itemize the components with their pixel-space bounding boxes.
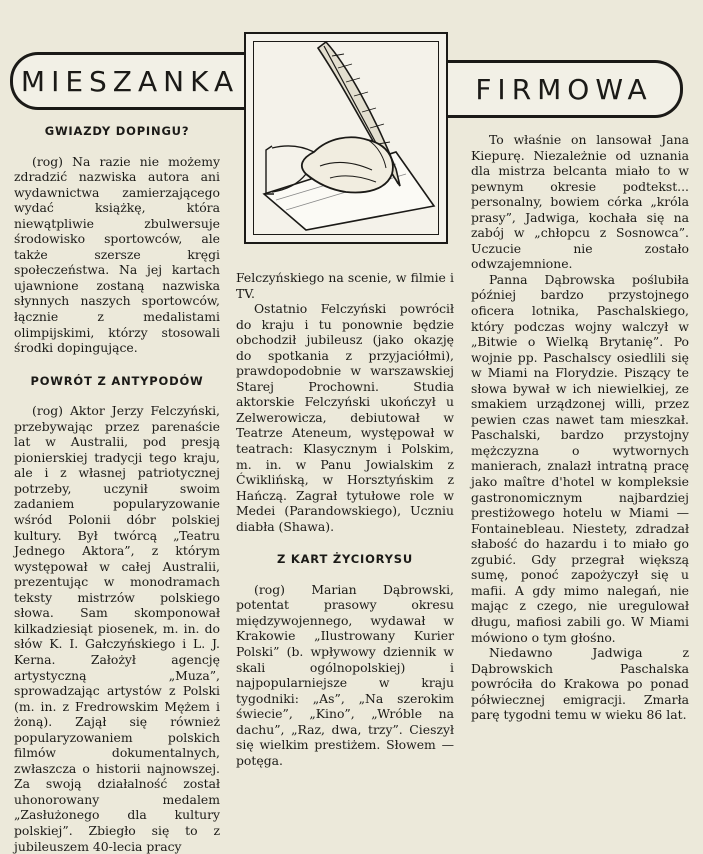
article-z-kart-part-3: Panna Dąbrowska poślubiła później bardzo przystojnego oficera lotnika, Paschalskiego, który podczas wojny walczył w „Bitwie o Wielką Brytanię”. Po wojnie pp. Paschalscy osiedlili się w Miami na Florydzie. Piszący te słowa bywał w ich niewielkiej, ze smakiem urządzonej willi, przez pewien czas nawet tam mieszkał. Paschalski, bardzo przystojny mężczyzna o wytwornych manierach, znalazł intratną pracę jako maître d'hotel w kompleksie gastronomicznym najbardziej prestiżowego hotelu w Miami — Fontainebleau. Niestety, zdradzał słabość do hazardu i to miało go zgubić. Gdy przegrał większą sumę, ponoć zapożyczył się u mafii. A gdy mimo nalegań, nie mając z czego, nie uregulował długu, mafiosi zabili go. W Miami mówiono o tym głośno. bbox=[471, 271, 689, 645]
article-powrot-part-3: Ostatnio Felczyński powrócił do kraju i tu ponownie będzie obchodził jubileusz (jako okazję do spotkania z przyjaciółmi), prawdopodobnie w warszawskiej Starej Prochowni. Studia aktorskie Felczyński ukończył u Zelwerowicza, debiutował w Teatrze Ateneum, występował w teatrach: Klasycznym i Polskim, m. in. w Panu Jowialskim z Ćwiklińską, w Horsztyńskim z Hańczą. Zagrał tytułowe role w Medei (Parandowskiego), Uczniu diabła (Shawa). bbox=[236, 301, 454, 534]
title-mieszanka: MIESZANKA bbox=[10, 52, 247, 110]
heading-gwiazdy-dopingu: GWIAZDY DOPINGU? bbox=[44, 124, 190, 138]
hand-writing-with-quill-icon bbox=[244, 32, 448, 244]
article-gwiazdy-dopingu: (rog) Na razie nie możemy zdradzić nazwiska autora ani wydawnictwa zamierzającego wydać książkę, która niewątpliwie zbulwersuje środowisko sportowców, ale także szersze kręgi społeczeństwa. Na jej kartach ujawnione zostaną nazwiska słynnych naszych sportowców, łącznie z medalistami olimpijskimi, którzy stosowali środki dopingujące. bbox=[14, 153, 220, 356]
article-z-kart-part-4: Niedawno Jadwiga z Dąbrowskich Paschalska powróciła do Krakowa po ponad półwiecznej emigracji. Zmarła parę tygodni temu w wieku 86 lat. bbox=[471, 645, 689, 723]
column-middle bbox=[236, 270, 454, 768]
heading-z-kart-zyciorysu: Z KART ŻYCIORYSU bbox=[276, 552, 414, 567]
article-z-kart-part-2: To właśnie on lansował Jana Kiepurę. Niezależnie od uznania dla mistrza belcanta miało to w pewnym okresie podtekst... personalny, bowiem córka „króla prasy”, Jadwiga, kochała się na zabój w „chłopcu z Sosnowca”. Uczucie nie zostało odwzajemnione. bbox=[471, 132, 689, 272]
article-powrot-part-2: Felczyńskiego na scenie, w filmie i TV. bbox=[236, 270, 454, 301]
heading-powrot-z-antypodow: POWRÓT Z ANTYPODÓW bbox=[30, 373, 204, 388]
article-z-kart-part-1: (rog) Marian Dąbrowski, potentat prasowy okresu międzywojennego, wydawał w Krakowie „Ilustrowany Kurier Polski” (b. wpływowy dziennik w skali ogólnopolskiej) i najpopularniejsze w kraju tygodniki: „As”, „Na szerokim świecie”, „Kino”, „Wróble na dachu”, „Raz, dwa, trzy”. Cieszył się wielkim prestiżem. Słowem — potęga. bbox=[236, 581, 454, 768]
article-powrot-part-1: (rog) Aktor Jerzy Felczyński, przebywając przez parenaście lat w Australii, pod presją pionierskiej tradycji tego kraju, ale i z własnej patriotycznej potrzeby, uczynił swoim zadaniem popularyzowanie wśród Polonii dóbr polskiej kultury. Był twórcą „Teatru Jednego Aktora”, z którym występował w całej Australii, prezentując w monodramach teksty mistrzów polskiego słowa. Sam skomponował kilkadziesiąt piosenek, m. in. do słów K. I. Gałczyńskiego i L. J. Kerna. Założył agencję artystyczną „Muza”, sprowadzając artystów z Polski (m. in. z Fredrowskim Mężem i żoną). Zajął się również popularyzowaniem polskich filmów dokumentalnych, zwłaszcza o historii najnowszej. Za swoją działalność został uhonorowany medalem „Zasłużonego dla kultury polskiej”. Zbiegło się to z jubileuszem 40-lecia pracy bbox=[14, 403, 220, 854]
title-firmowa: FIRMOWA bbox=[448, 60, 683, 118]
column-right bbox=[471, 132, 689, 723]
column-left bbox=[14, 124, 220, 854]
